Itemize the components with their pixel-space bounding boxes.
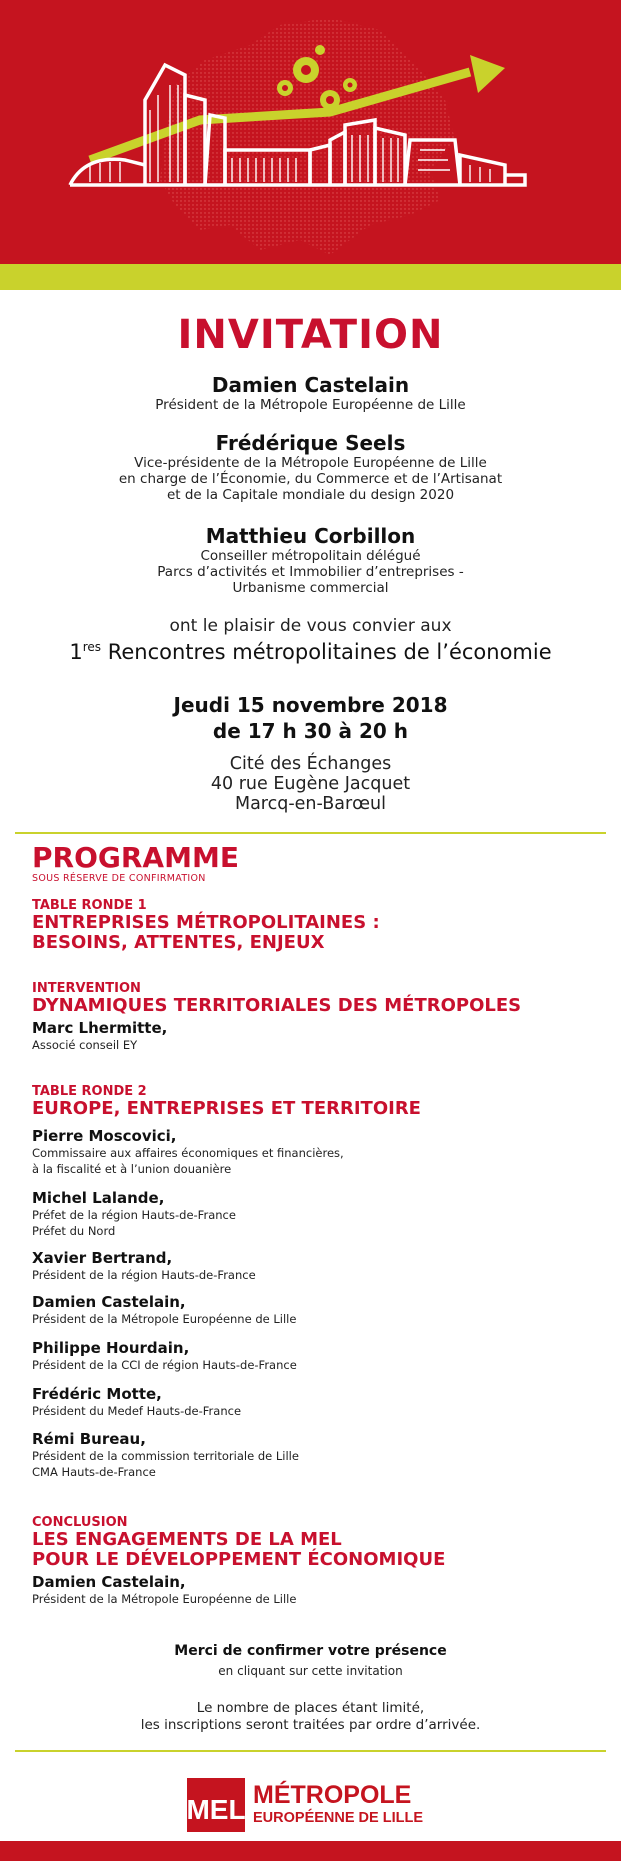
section-title: POUR LE DÉVELOPPEMENT ÉCONOMIQUE [32, 1549, 446, 1570]
footer-bar [0, 1841, 621, 1861]
speaker-name: Xavier Bertrand, [32, 1249, 173, 1267]
invitation-title: INVITATION [177, 312, 444, 358]
section-label: TABLE RONDE 2 [32, 1084, 147, 1099]
speaker-role: Président de la CCI de région Hauts-de-France [32, 1358, 297, 1372]
note-line: Le nombre de places étant limité, [196, 1700, 425, 1716]
speaker-name: Philippe Hourdain, [32, 1339, 190, 1357]
host-name: Matthieu Corbillon [205, 524, 416, 548]
section-table-ronde-2 [32, 1084, 592, 1119]
capacity-note [0, 1700, 621, 1734]
host-name: Frédérique Seels [215, 431, 406, 455]
rsvp-line[interactable]: en cliquant sur cette invitation [218, 1664, 403, 1678]
event-title [0, 640, 621, 664]
speaker-name: Damien Castelain, [32, 1573, 186, 1591]
speaker-role: Président de la Métropole Européenne de Lille [32, 1312, 297, 1326]
section-title: ENTREPRISES MÉTROPOLITAINES : [32, 912, 380, 933]
host-role: en charge de l’Économie, du Commerce et de l’Artisanat [118, 471, 503, 487]
logo-mark-text: MEL [187, 1794, 246, 1825]
header-banner [0, 0, 621, 264]
event-rest: Rencontres métropolitaines de l’économie [101, 640, 552, 664]
programme-subtitle: SOUS RÉSERVE DE CONFIRMATION [32, 873, 206, 884]
speaker-name: Damien Castelain, [32, 1293, 186, 1311]
speaker-role: Préfet de la région Hauts-de-France [32, 1208, 236, 1222]
speaker-name: Pierre Moscovici, [32, 1127, 177, 1145]
rsvp-line[interactable]: Merci de confirmer votre présence [174, 1643, 447, 1659]
intro-text: ont le plaisir de vous convier aux [169, 616, 452, 636]
host-3 [0, 524, 621, 596]
place-line: Marcq-en-Barœul [234, 794, 386, 814]
logo-line-2: EUROPÉENNE DE LILLE [253, 1810, 423, 1826]
section-label: CONCLUSION [32, 1515, 128, 1530]
speaker-role: Président de la Métropole Européenne de Lille [32, 1592, 297, 1606]
note-line: les inscriptions seront traitées par ordre d’arrivée. [140, 1717, 481, 1733]
host-role: Parcs d’activités et Immobilier d’entreprises - [157, 564, 464, 580]
section-label: TABLE RONDE 1 [32, 898, 147, 913]
logo-line-1: MÉTROPOLE [253, 1781, 412, 1809]
host-2 [0, 431, 621, 503]
speaker [32, 1293, 592, 1327]
speaker-role: à la fiscalité et à l’union douanière [32, 1162, 232, 1176]
divider [15, 832, 606, 834]
host-1 [0, 373, 621, 413]
speaker-role: Président de la commission territoriale de Lille [32, 1449, 299, 1463]
speaker-role: CMA Hauts-de-France [32, 1465, 156, 1479]
host-role: Conseiller métropolitain délégué [200, 548, 421, 564]
place-line: Cité des Échanges [229, 754, 392, 774]
speaker [32, 1430, 592, 1480]
speaker-name: Frédéric Motte, [32, 1385, 162, 1403]
speaker [32, 1385, 592, 1419]
speaker-name: Rémi Bureau, [32, 1430, 146, 1448]
speaker-role: Préfet du Nord [32, 1224, 116, 1238]
section-table-ronde-1 [32, 898, 592, 953]
rsvp-link[interactable] [0, 1643, 621, 1678]
speaker [32, 1127, 592, 1177]
event-location [0, 754, 621, 814]
date-line: Jeudi 15 novembre 2018 [173, 693, 448, 717]
section-title: DYNAMIQUES TERRITORIALES DES MÉTROPOLES [32, 995, 522, 1016]
speaker-role: Associé conseil EY [32, 1038, 138, 1052]
mel-logo [187, 1775, 437, 1839]
speaker-role: Président de la région Hauts-de-France [32, 1268, 256, 1282]
divider [15, 1750, 606, 1752]
section-title: BESOINS, ATTENTES, ENJEUX [32, 932, 325, 953]
accent-bar [0, 264, 621, 290]
time-line: de 17 h 30 à 20 h [212, 719, 409, 743]
speaker [32, 1339, 592, 1373]
event-prefix: 1 [69, 640, 83, 664]
programme-header [32, 843, 592, 884]
mel-logo-mark [187, 1775, 437, 1835]
section-title: LES ENGAGEMENTS DE LA MEL [32, 1529, 342, 1550]
speaker-name: Michel Lalande, [32, 1189, 165, 1207]
place-line: 40 rue Eugène Jacquet [210, 774, 411, 794]
speaker-role: Président du Medef Hauts-de-France [32, 1404, 242, 1418]
speaker [32, 1189, 592, 1239]
speaker [32, 1249, 592, 1283]
speaker-name: Marc Lhermitte, [32, 1019, 168, 1037]
host-role: et de la Capitale mondiale du design 2020 [166, 487, 455, 503]
host-role: Président de la Métropole Européenne de Lille [155, 397, 466, 413]
event-date [0, 692, 621, 744]
host-role: Urbanisme commercial [232, 580, 389, 596]
section-intervention [32, 981, 592, 1053]
event-sup: res [82, 640, 102, 654]
speaker-role: Commissaire aux affaires économiques et financières, [32, 1146, 344, 1160]
section-label: INTERVENTION [32, 981, 141, 996]
programme-title: PROGRAMME [32, 841, 239, 874]
section-title: EUROPE, ENTREPRISES ET TERRITOIRE [32, 1098, 421, 1119]
city-skyline-growth-arrow-illustration [0, 0, 621, 264]
host-role: Vice-présidente de la Métropole Européenne de Lille [134, 455, 487, 471]
host-name: Damien Castelain [211, 373, 410, 397]
section-conclusion [32, 1515, 592, 1607]
